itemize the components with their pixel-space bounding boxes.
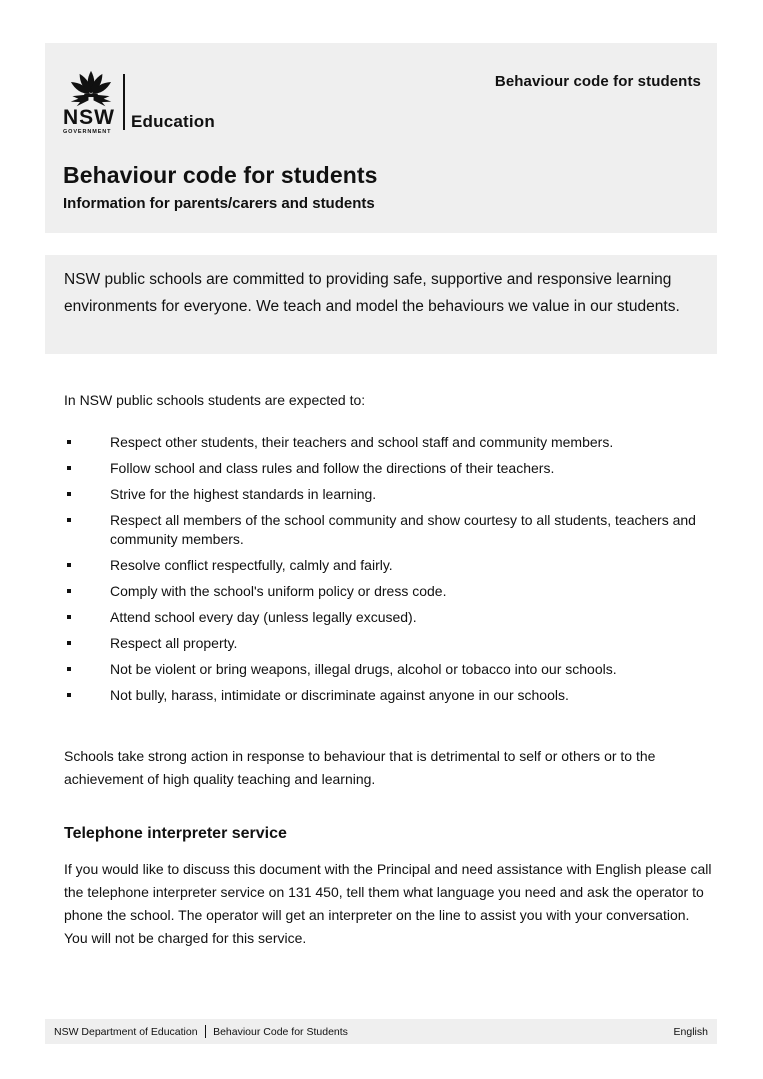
expectation-item-text: Follow school and class rules and follow the directions of their teachers. — [110, 460, 555, 476]
logo-divider — [123, 74, 125, 130]
footer-divider — [205, 1025, 207, 1038]
waratah-flower-icon — [65, 70, 117, 108]
nsw-government-education-logo — [63, 70, 283, 140]
expectation-item-text: Respect all property. — [110, 635, 238, 651]
footer-document-text: Behaviour Code for Students — [213, 1025, 348, 1038]
expectation-item-text: Respect other students, their teachers and school staff and community members. — [110, 434, 614, 450]
expectations-list — [64, 433, 714, 705]
expectation-item — [64, 459, 705, 478]
expectation-item — [64, 511, 705, 549]
footer-department-text: NSW Department of Education — [54, 1025, 198, 1038]
expectation-item — [64, 660, 705, 679]
expectation-item — [64, 608, 705, 627]
corner-document-title: Behaviour code for students — [494, 73, 701, 90]
page-title: Behaviour code for students — [63, 162, 378, 188]
header-block — [45, 43, 717, 233]
expectation-item-text: Attend school every day (unless legally excused). — [110, 609, 417, 625]
footer-bar — [45, 1019, 717, 1044]
expectation-item — [64, 433, 705, 452]
expectation-item-text: Not bully, harass, intimidate or discriminate against anyone in our schools. — [110, 687, 569, 703]
strong-action-paragraph: Schools take strong action in response to behaviour that is detrimental to self or others or to the achievement of high quality teaching and learning. — [64, 748, 656, 787]
expectation-item — [64, 634, 705, 653]
main-content — [64, 391, 714, 950]
logo-department-text: Education — [131, 112, 215, 131]
expectations-intro: In NSW public schools students are expected to: — [64, 392, 366, 408]
expectation-item — [64, 582, 705, 601]
expectation-item — [64, 485, 705, 504]
footer-left-group — [54, 1025, 348, 1038]
commitment-statement-box: NSW public schools are committed to providing safe, supportive and responsive learning environments for everyone. We teach and model the behaviours we value in our students. — [45, 255, 717, 354]
interpreter-service-paragraph: If you would like to discuss this document with the Principal and need assistance with English please call the telephone interpreter service on 131 450, tell them what language you need and ask the operator to phone the school. The operator will get an interpreter on the line to assist you with your conversation. You will not be charged for this service. — [64, 861, 712, 946]
expectation-item-text: Respect all members of the school community and show courtesy to all students, teachers and community members. — [110, 512, 696, 547]
interpreter-service-heading: Telephone interpreter service — [64, 825, 287, 842]
page-subtitle: Information for parents/carers and students — [63, 195, 375, 212]
expectation-item-text: Not be violent or bring weapons, illegal drugs, alcohol or tobacco into our schools. — [110, 661, 617, 677]
expectation-item — [64, 686, 705, 705]
expectation-item — [64, 556, 705, 575]
logo-brand-text: NSW — [63, 106, 115, 129]
logo-government-text: GOVERNMENT — [63, 129, 112, 135]
footer-language-label: English — [673, 1025, 708, 1038]
expectation-item-text: Strive for the highest standards in learning. — [110, 486, 377, 502]
expectation-item-text: Resolve conflict respectfully, calmly and fairly. — [110, 557, 393, 573]
expectation-item-text: Comply with the school's uniform policy or dress code. — [110, 583, 447, 599]
